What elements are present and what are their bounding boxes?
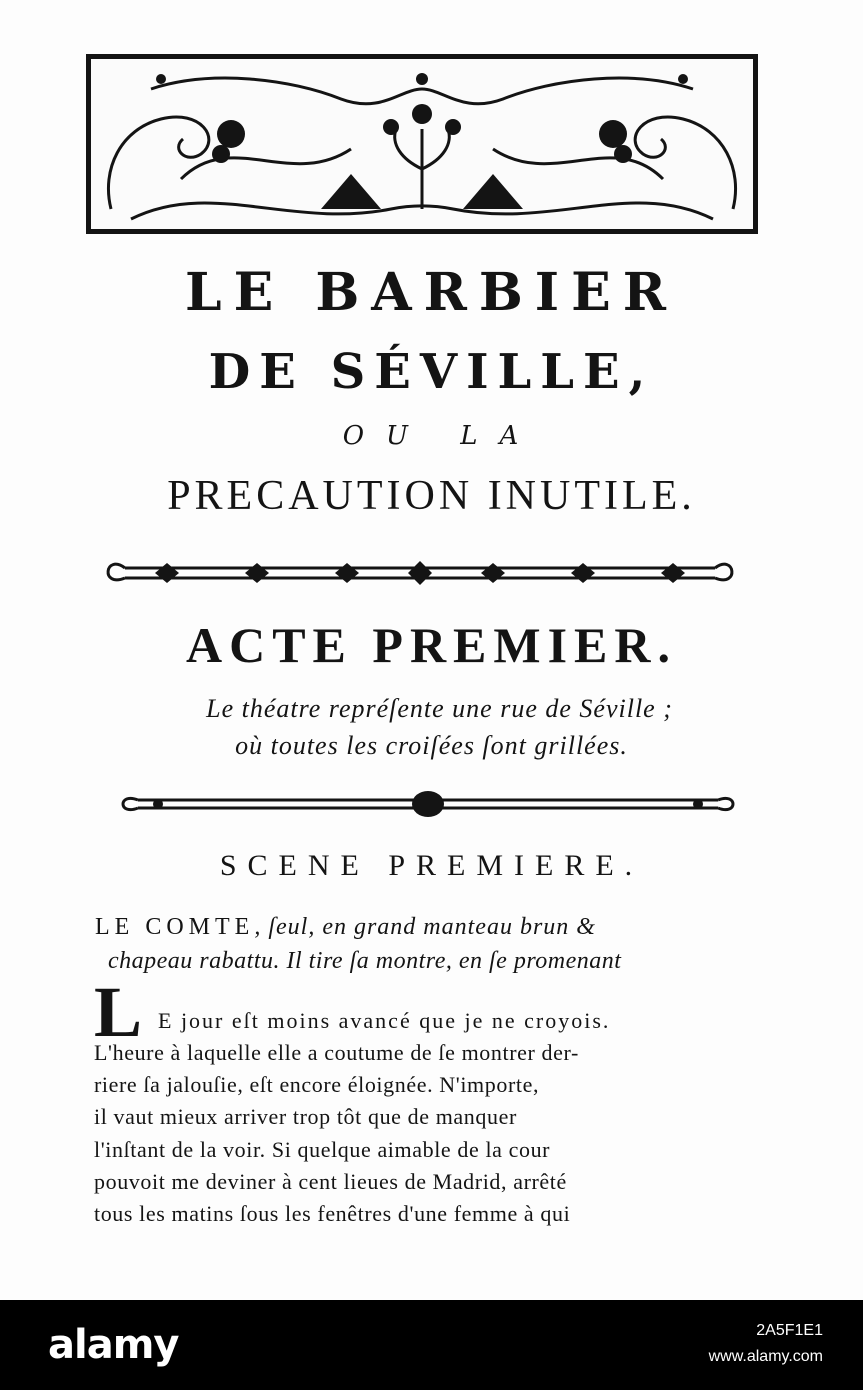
alamy-logo: alamy: [48, 1322, 179, 1368]
body-line: E jour eſt moins avancé que je ne croyois.: [158, 1008, 611, 1033]
character-description-2: chapeau rabattu. Il tire ſa montre, en ſe promenant: [108, 948, 622, 974]
ornamental-headpiece: [86, 54, 758, 234]
body-line: L'heure à laquelle elle a coutume de ſe montrer der-: [94, 1040, 579, 1065]
title-line-3: OU LA: [342, 421, 541, 451]
stage-direction-line-1: Le théatre repréſente une rue de Séville ;: [206, 694, 673, 723]
character-description-1: , ſeul, en grand manteau brun &: [254, 914, 596, 940]
title-line-2: DE SÉVILLE,: [208, 344, 655, 400]
title-line-4: PRECAUTION INUTILE.: [167, 473, 696, 519]
image-credit: [709, 1318, 823, 1370]
stage-direction-line-2: où toutes les croiſées ſont grillées.: [235, 731, 628, 760]
laurel-divider-icon: [95, 548, 745, 596]
scene-heading: SCENE PREMIERE.: [219, 849, 644, 882]
body-line: riere ſa jalouſie, eſt encore éloignée. N'importe,: [94, 1072, 540, 1097]
scroll-divider-icon: [118, 786, 738, 822]
title-line-1: LE BARBIER: [185, 262, 678, 323]
character-name: LE COMTE: [95, 914, 255, 940]
image-id: 2A5F1E1: [756, 1322, 823, 1339]
act-heading: ACTE PREMIER.: [185, 617, 678, 673]
body-line: tous les matins ſous les fenêtres d'une femme à qui: [94, 1201, 571, 1226]
body-line: l'inſtant de la voir. Si quelque aimable de la cour: [94, 1137, 551, 1162]
body-line: il vaut mieux arriver trop tôt que de manquer: [94, 1104, 517, 1129]
watermark-footer: [0, 1300, 863, 1390]
floral-ornament-icon: [91, 59, 753, 229]
body-line: pouvoit me deviner à cent lieues de Madrid, arrêté: [94, 1169, 567, 1194]
character-line: [95, 914, 596, 941]
site-url: www.alamy.com: [708, 1348, 823, 1365]
drop-cap: L: [94, 972, 143, 1052]
